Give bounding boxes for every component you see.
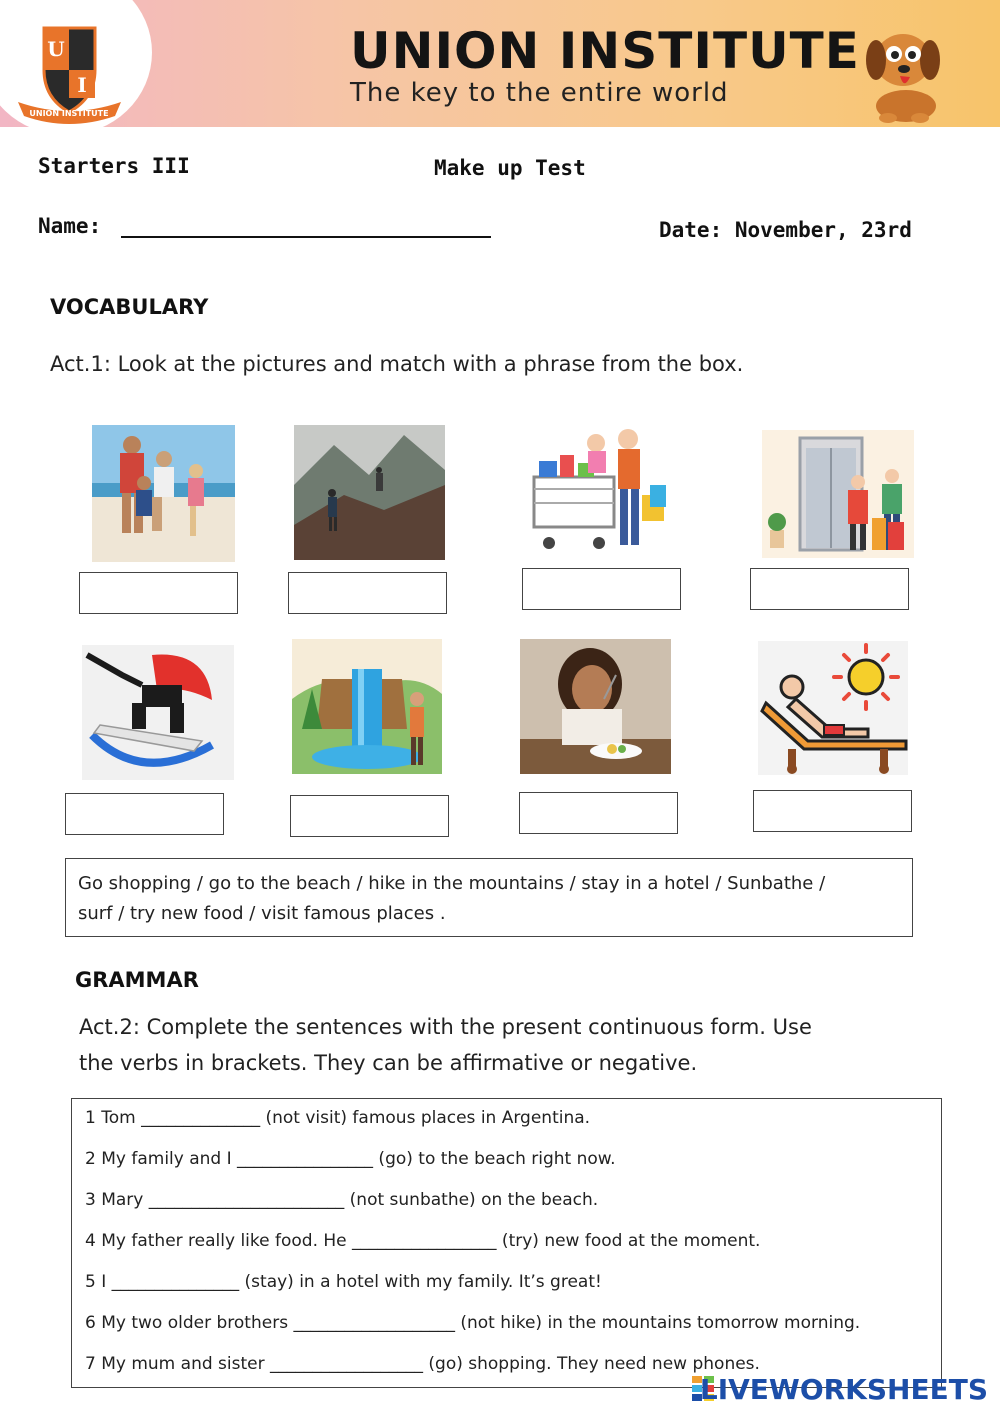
phrase-word-box <box>65 858 913 937</box>
logo-ribbon-text: UNION INSTITUTE <box>29 109 109 118</box>
liveworksheets-brand[interactable]: LIVEWORKSHEETS <box>699 1373 988 1406</box>
name-label: Name: <box>38 214 102 238</box>
answer-box-2[interactable] <box>288 572 447 614</box>
institute-tagline: The key to the entire world <box>350 78 729 108</box>
date-label: Date: November, 23rd <box>659 218 912 242</box>
sentence-2[interactable]: 2 My family and I ________________ (go) to the beach right now. <box>85 1149 616 1169</box>
mountain-hike-picture <box>294 425 445 560</box>
act2-instruction-line-1: Act.2: Complete the sentences with the present continuous form. Use <box>79 1015 812 1039</box>
dog-mascot-icon <box>858 22 948 124</box>
answer-box-8[interactable] <box>753 790 912 832</box>
sentence-5[interactable]: 5 I _______________ (stay) in a hotel with my family. It’s great! <box>85 1272 602 1292</box>
logo-letter-u: U <box>47 37 65 61</box>
answer-box-1[interactable] <box>79 572 238 614</box>
grammar-heading: GRAMMAR <box>75 968 199 992</box>
act2-instruction-line-2: the verbs in brackets. They can be affirmative or negative. <box>79 1051 698 1075</box>
sentence-4[interactable]: 4 My father really like food. He _________________ (try) new food at the moment. <box>85 1231 761 1251</box>
word-box-line-1: Go shopping / go to the beach / hike in the mountains / stay in a hotel / Sunbathe / <box>78 873 826 894</box>
institute-logo <box>12 20 127 125</box>
sentence-6[interactable]: 6 My two older brothers ___________________ (not hike) in the mountains tomorrow morning. <box>85 1313 861 1333</box>
act1-instruction: Act.1: Look at the pictures and match with a phrase from the box. <box>50 352 744 376</box>
hotel-picture <box>762 430 914 558</box>
answer-box-5[interactable] <box>65 793 224 835</box>
eating-food-picture <box>520 639 671 774</box>
sentence-3[interactable]: 3 Mary _______________________ (not sunbathe) on the beach. <box>85 1190 599 1210</box>
waterfall-picture <box>292 639 442 774</box>
surf-picture <box>82 645 234 780</box>
vocabulary-heading: VOCABULARY <box>50 295 209 319</box>
name-answer-line[interactable] <box>121 236 491 238</box>
answer-box-7[interactable] <box>519 792 678 834</box>
sentence-1[interactable]: 1 Tom ______________ (not visit) famous places in Argentina. <box>85 1108 591 1128</box>
answer-box-3[interactable] <box>522 568 681 610</box>
logo-letter-i: I <box>77 73 87 97</box>
sunbathe-picture <box>758 641 908 775</box>
beach-family-picture <box>92 425 235 562</box>
shopping-picture <box>524 425 679 555</box>
course-level: Starters III <box>38 154 190 178</box>
word-box-line-2: surf / try new food / visit famous places . <box>78 903 446 924</box>
test-title: Make up Test <box>434 156 586 180</box>
answer-box-6[interactable] <box>290 795 449 837</box>
institute-name: UNION INSTITUTE <box>350 22 860 80</box>
sentence-7[interactable]: 7 My mum and sister __________________ (go) shopping. They need new phones. <box>85 1354 760 1374</box>
answer-box-4[interactable] <box>750 568 909 610</box>
